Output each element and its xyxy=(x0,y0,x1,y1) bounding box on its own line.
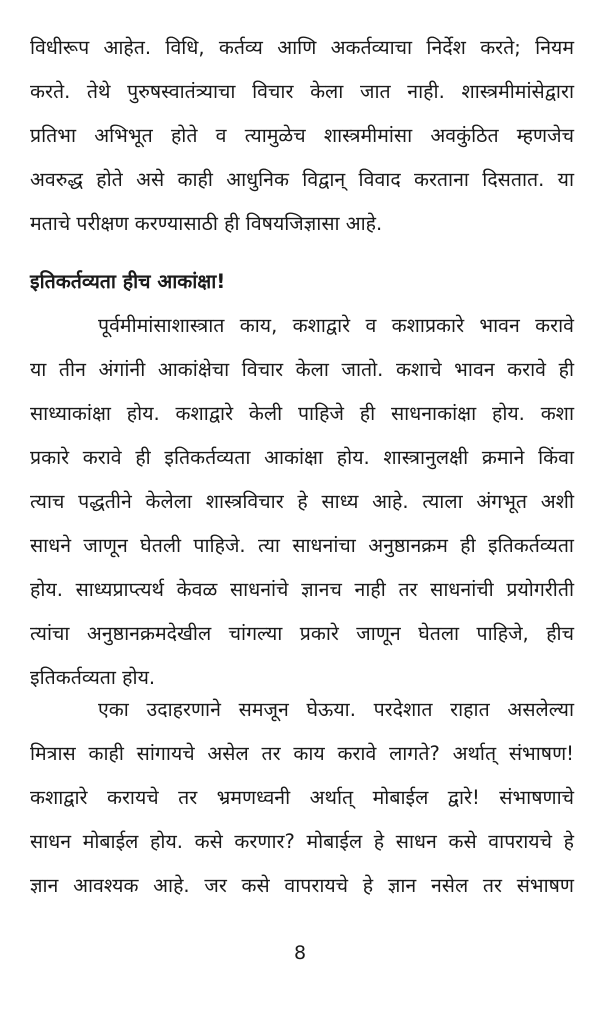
text-line: साध्याकांक्षा होय. कशाद्वारे केली पाहिजे ही साधनाकांक्षा होय. कशा xyxy=(30,402,574,425)
text-line: करते. तेथे पुरुषस्वातंत्र्याचा विचार केला जात नाही. शास्त्रमीमांसेद्वारा xyxy=(30,80,574,103)
text-line: प्रकारे करावे ही इतिकर्तव्यता आकांक्षा होय. शास्त्रानुलक्षी क्रमाने किंवा xyxy=(30,446,574,469)
text-line: प्रतिभा अभिभूत होते व त्यामुळेच शास्त्रमीमांसा अवकुंठित म्हणजेच xyxy=(30,124,574,147)
text-line: साधने जाणून घेतली पाहिजे. त्या साधनांचा अनुष्ठानक्रम ही इतिकर्तव्यता xyxy=(30,534,574,557)
text-line: कशाद्वारे करायचे तर भ्रमणध्वनी अर्थात् मोबाईल द्वारे! संभाषणाचे xyxy=(30,786,574,809)
paragraph-2 xyxy=(30,304,574,700)
page-number: 8 xyxy=(293,942,307,964)
section-heading: इतिकर्तव्यता हीच आकांक्षा! xyxy=(30,270,226,293)
text-line: या तीन अंगांनी आकांक्षेचा विचार केला जातो. कशाचे भावन करावे ही xyxy=(30,358,574,381)
text-line: त्याच पद्धतीने केलेला शास्त्रविचार हे साध्य आहे. त्याला अंगभूत अशी xyxy=(30,490,574,513)
text-line: विधीरूप आहेत. विधि, कर्तव्य आणि अकर्तव्याचा निर्देश करते; नियम xyxy=(30,36,574,59)
text-line: मताचे परीक्षण करण्यासाठी ही विषयजिज्ञासा आहे. xyxy=(30,212,383,235)
text-line: त्यांचा अनुष्ठानक्रमदेखील चांगल्या प्रकारे जाणून घेतला पाहिजे, हीच xyxy=(30,622,574,645)
text-line: ज्ञान आवश्यक आहे. जर कसे वापरायचे हे ज्ञान नसेल तर संभाषण xyxy=(30,874,574,897)
text-line: एका उदाहरणाने समजून घेऊया. परदेशात राहात असलेल्या xyxy=(98,698,574,721)
text-line: मित्रास काही सांगायचे असेल तर काय करावे लागते? अर्थात् संभाषण! xyxy=(30,742,574,765)
paragraph-1 xyxy=(30,26,574,246)
text-line: साधन मोबाईल होय. कसे करणार? मोबाईल हे साधन कसे वापरायचे हे xyxy=(30,830,574,853)
text-line: अवरुद्ध होते असे काही आधुनिक विद्वान् विवाद करताना दिसतात. या xyxy=(30,168,574,191)
text-line: होय. साध्यप्राप्त्यर्थ केवळ साधनांचे ज्ञानच नाही तर साधनांची प्रयोगरीती xyxy=(30,578,574,601)
text-line: पूर्वमीमांसाशास्त्रात काय, कशाद्वारे व कशाप्रकारे भावन करावे xyxy=(98,314,574,337)
text-line: इतिकर्तव्यता होय. xyxy=(30,666,156,689)
paragraph-3 xyxy=(30,688,574,908)
